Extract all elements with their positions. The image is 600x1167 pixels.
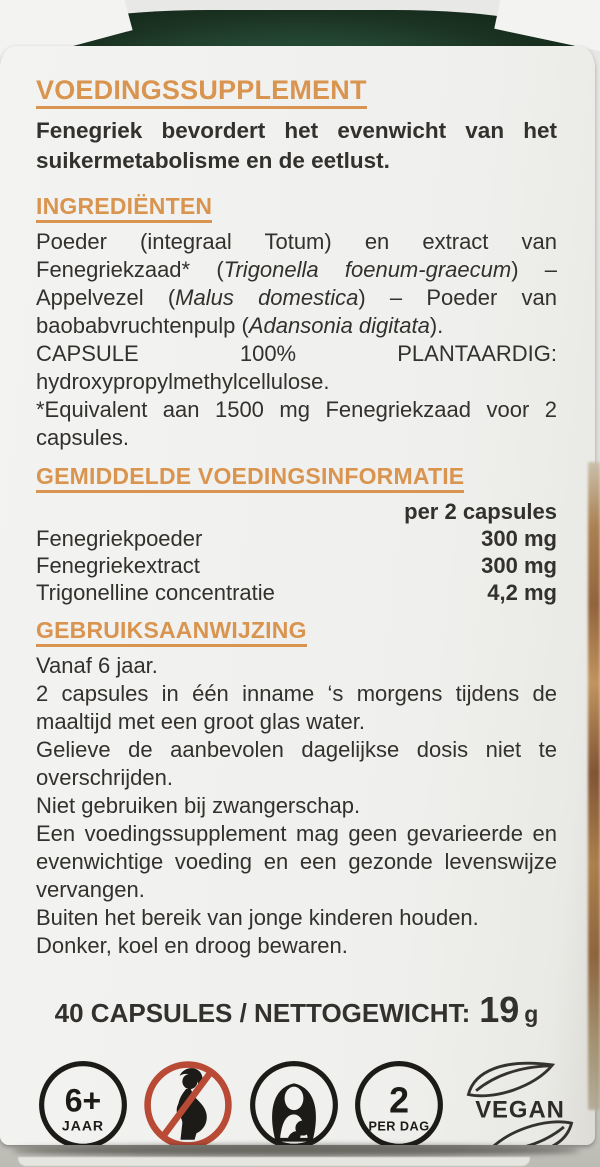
equivalent-note: *Equivalent aan 1500 mg Fenegriekzaad voor 2 capsules. [36,397,557,450]
no-pregnancy-icon [141,1058,235,1145]
label-panel [0,46,595,1145]
vegan-label: VEGAN [475,1096,565,1124]
usage-line: Vanaf 6 jaar. [36,653,158,678]
claim-text: Fenegriek bevordert het evenwicht van het suikermetabolisme en de eetlust. [36,118,557,173]
quantity-prefix: 40 CAPSULES / NETTOGEWICHT: [54,998,471,1028]
dose-value: 2 [388,1080,409,1121]
table-row [36,525,557,552]
label-content [0,46,595,1145]
bottom-crease-shadow [12,1145,580,1156]
bottom-box-lip [18,1157,530,1166]
badges-row [36,1050,583,1145]
age-label: JAAR [61,1117,105,1134]
vegan-leaves-icon [457,1050,583,1145]
nutrition-heading: GEMIDDELDE VOEDINGSINFORMATIE [36,464,464,493]
ingredients-text: ) – Appelvezel ( [36,257,557,310]
ingredients-text: ). [429,313,444,338]
2-per-day-icon [352,1058,446,1145]
age-6-plus-icon [36,1058,130,1145]
table-row [36,579,557,606]
row-value: 300 mg [481,553,557,578]
supplement-heading: VOEDINGSSUPPLEMENT [36,76,367,109]
row-value: 300 mg [481,526,557,551]
nutrition-column-header-row [36,498,557,525]
row-label: Fenegriekextract [36,553,200,578]
usage-line: Een voedingssupplement mag geen gevarieerde en evenwichtige voeding en een gezonde levenswijze vervangen. [36,821,557,902]
ingredients-text: ) – Poeder van baobabvruchtenpulp ( [36,285,557,338]
adjacent-panel-sliver [588,462,600,1110]
latin-name: Adansonia digitata [248,313,430,338]
latin-name: Malus domestica [175,285,359,310]
usage-heading: GEBRUIKSAANWIJZING [36,618,307,647]
row-value: 4,2 mg [487,580,557,605]
age-value: 6+ [64,1082,102,1119]
ingredients-heading: INGREDIËNTEN [36,194,212,223]
usage-line: Buiten het bereik van jonge kinderen houden. [36,905,479,930]
nutrition-table [36,498,557,606]
column-header: per 2 capsules [404,499,557,524]
latin-name: Trigonella foenum-graecum [223,257,512,282]
ingredients-text: Poeder (integraal Totum) en extract van Fenegriekzaad* ( [36,229,557,282]
net-weight-value: 19 [479,989,520,1030]
net-weight-unit: g [524,1001,539,1027]
capsule-line: CAPSULE 100% PLANTAARDIG: [36,341,557,366]
dose-label: PER DAG [368,1119,430,1134]
usage-line: Niet gebruiken bij zwangerschap. [36,793,361,818]
row-label: Trigonelline concentratie [36,580,275,605]
ingredients-paragraph [36,228,557,340]
table-row [36,552,557,579]
usage-line: Gelieve de aanbevolen dagelijkse dosis niet te overschrijden. [36,737,557,790]
usage-line: Donker, koel en droog bewaren. [36,933,348,958]
row-label: Fenegriekpoeder [36,526,203,551]
breastfeeding-icon [247,1058,341,1145]
capsule-material: hydroxypropylmethylcellulose. [36,369,330,394]
usage-line: 2 capsules in één inname ‘s morgens tijdens de maaltijd met een groot glas water. [36,681,557,734]
quantity-line [36,990,557,1034]
